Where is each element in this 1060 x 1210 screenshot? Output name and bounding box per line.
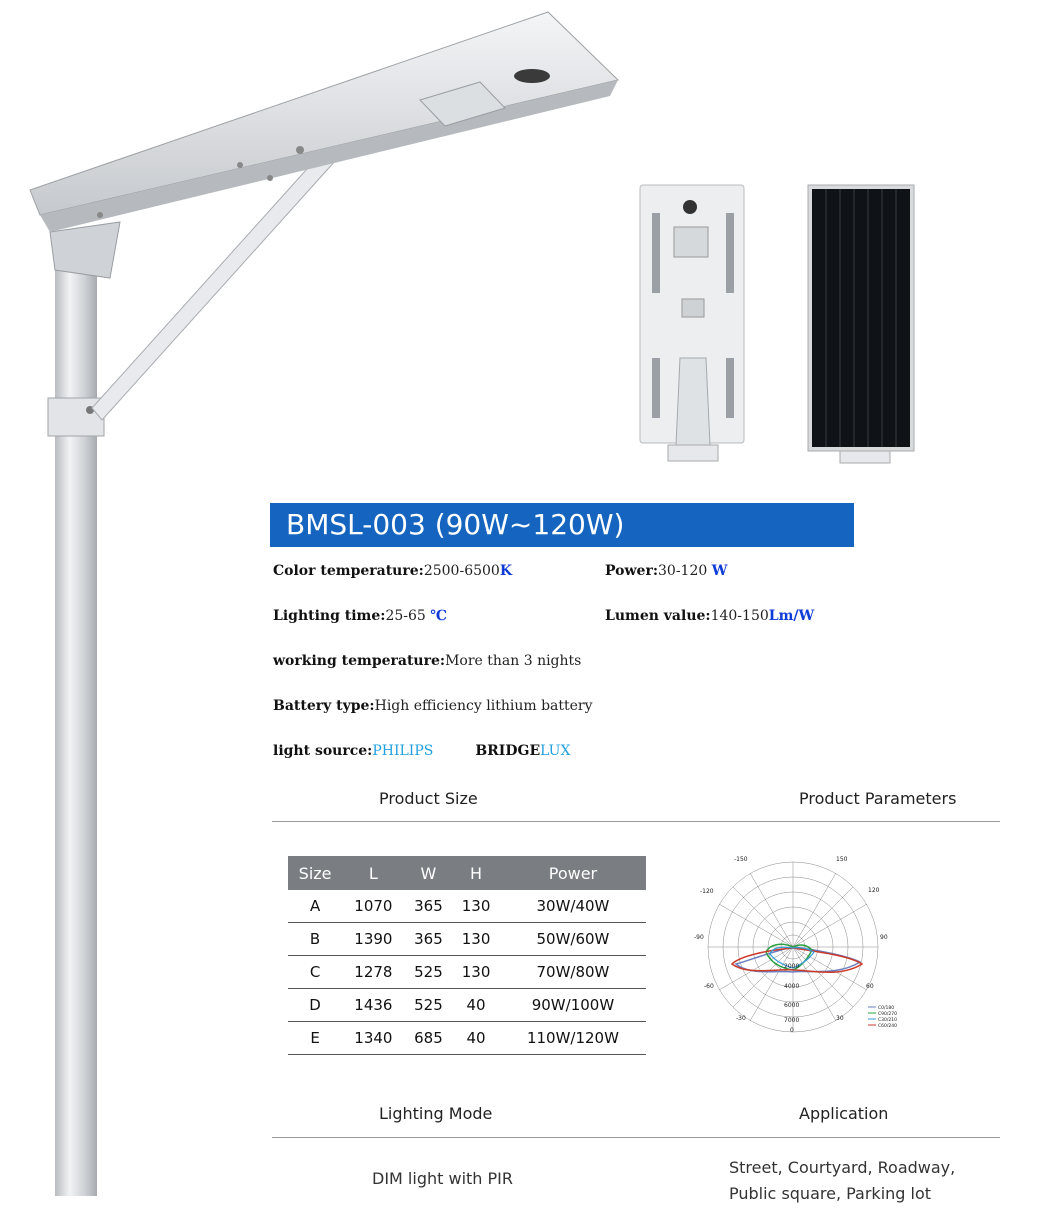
application-line: Public square, Parking lot [729, 1184, 932, 1203]
legend-entry: C90/270 [878, 1012, 897, 1017]
spec-value: 2500-6500 [423, 563, 500, 579]
brand-bridgelux-bridge: BRIDGE [475, 743, 541, 759]
header-w: W [405, 856, 453, 890]
table-cell: 40 [452, 989, 500, 1022]
angle-label: -90 [694, 934, 704, 941]
lamp-front-view-image [638, 183, 748, 465]
spec-unit: K [499, 563, 512, 579]
spec-label: light source: [273, 743, 373, 759]
table-row [288, 956, 646, 989]
table-cell: 70W/80W [500, 956, 646, 989]
table-cell: C [288, 956, 342, 989]
table-cell: 90W/100W [500, 989, 646, 1022]
section-application: Application [799, 1104, 889, 1123]
spec-unit: Lm/W [768, 608, 815, 624]
angle-label: -30 [736, 1015, 746, 1022]
section-product-size: Product Size [379, 789, 478, 808]
product-title: BMSL-003 (90W~120W) [286, 508, 625, 541]
angle-label: 150 [836, 856, 848, 863]
spec-lighting-time [273, 608, 447, 624]
legend-entry: C30/210 [878, 1018, 897, 1023]
angle-label: 120 [868, 887, 880, 894]
spec-label: Lumen value: [605, 608, 711, 624]
spec-power [605, 563, 727, 579]
angle-label: 60 [866, 983, 874, 990]
legend-entry: C60/240 [878, 1024, 897, 1029]
table-cell: A [288, 890, 342, 923]
spec-value: More than 3 nights [445, 653, 582, 669]
table-cell: 130 [452, 923, 500, 956]
spec-value: 30-120 [658, 563, 712, 579]
header-l: L [342, 856, 404, 890]
table-cell: 50W/60W [500, 923, 646, 956]
table-cell: E [288, 1022, 342, 1055]
table-cell: 40 [452, 1022, 500, 1055]
polar-legend [868, 1005, 897, 1029]
spec-battery-type [273, 698, 593, 714]
table-row [288, 1022, 646, 1055]
spec-label: Lighting time: [273, 608, 386, 624]
spec-working-temperature [273, 653, 581, 669]
angle-label: 30 [836, 1015, 844, 1022]
table-cell: 30W/40W [500, 890, 646, 923]
radial-label: 6000 [784, 1002, 800, 1009]
angle-label: 0 [790, 1027, 794, 1034]
spec-value: High efficiency lithium battery [374, 698, 593, 714]
header-h: H [452, 856, 500, 890]
section-product-parameters: Product Parameters [799, 789, 957, 808]
table-row [288, 989, 646, 1022]
radial-label: 4000 [784, 983, 800, 990]
spec-color-temperature [273, 563, 512, 579]
spec-lumen-value [605, 608, 814, 624]
table-cell: 525 [405, 956, 453, 989]
spec-unit: W [711, 563, 728, 579]
lighting-mode-text: DIM light with PIR [372, 1169, 513, 1188]
table-header-row [288, 856, 646, 890]
radial-label: 7000 [784, 1017, 800, 1024]
spec-label: Color temperature: [273, 563, 424, 579]
product-title-bar [270, 503, 854, 547]
header-size: Size [288, 856, 342, 890]
table-row [288, 923, 646, 956]
spec-value: 140-150 [710, 608, 769, 624]
spec-light-source [273, 743, 570, 759]
spec-label: Battery type: [273, 698, 375, 714]
table-cell: 130 [452, 890, 500, 923]
size-table [288, 856, 646, 1055]
table-cell: 1436 [342, 989, 404, 1022]
light-distribution-polar-chart [690, 852, 920, 1037]
table-cell: 365 [405, 923, 453, 956]
angle-label: -60 [704, 983, 714, 990]
spec-label: working temperature: [273, 653, 446, 669]
header-power: Power [500, 856, 646, 890]
table-cell: 110W/120W [500, 1022, 646, 1055]
brand-bridgelux-lux: LUX [540, 743, 571, 759]
solar-panel-view-image [806, 183, 918, 465]
spec-unit: ℃ [430, 608, 448, 624]
table-cell: B [288, 923, 342, 956]
radial-label: 2000 [784, 963, 800, 970]
divider [272, 821, 1000, 822]
table-cell: 1070 [342, 890, 404, 923]
table-cell: 525 [405, 989, 453, 1022]
section-lighting-mode: Lighting Mode [379, 1104, 493, 1123]
table-cell: 365 [405, 890, 453, 923]
spec-value: 25-65 [385, 608, 431, 624]
angle-label: -150 [734, 856, 748, 863]
application-line: Street, Courtyard, Roadway, [729, 1158, 956, 1177]
table-cell: D [288, 989, 342, 1022]
spec-label: Power: [605, 563, 658, 579]
angle-label: 90 [880, 934, 888, 941]
angle-label: -120 [700, 888, 714, 895]
table-cell: 1390 [342, 923, 404, 956]
legend-entry: C0/180 [878, 1006, 895, 1011]
table-cell: 130 [452, 956, 500, 989]
table-cell: 1278 [342, 956, 404, 989]
table-cell: 685 [405, 1022, 453, 1055]
application-text [729, 1155, 955, 1207]
brand-philips: PHILIPS [372, 743, 434, 759]
table-cell: 1340 [342, 1022, 404, 1055]
divider [272, 1137, 1000, 1138]
table-row [288, 890, 646, 923]
